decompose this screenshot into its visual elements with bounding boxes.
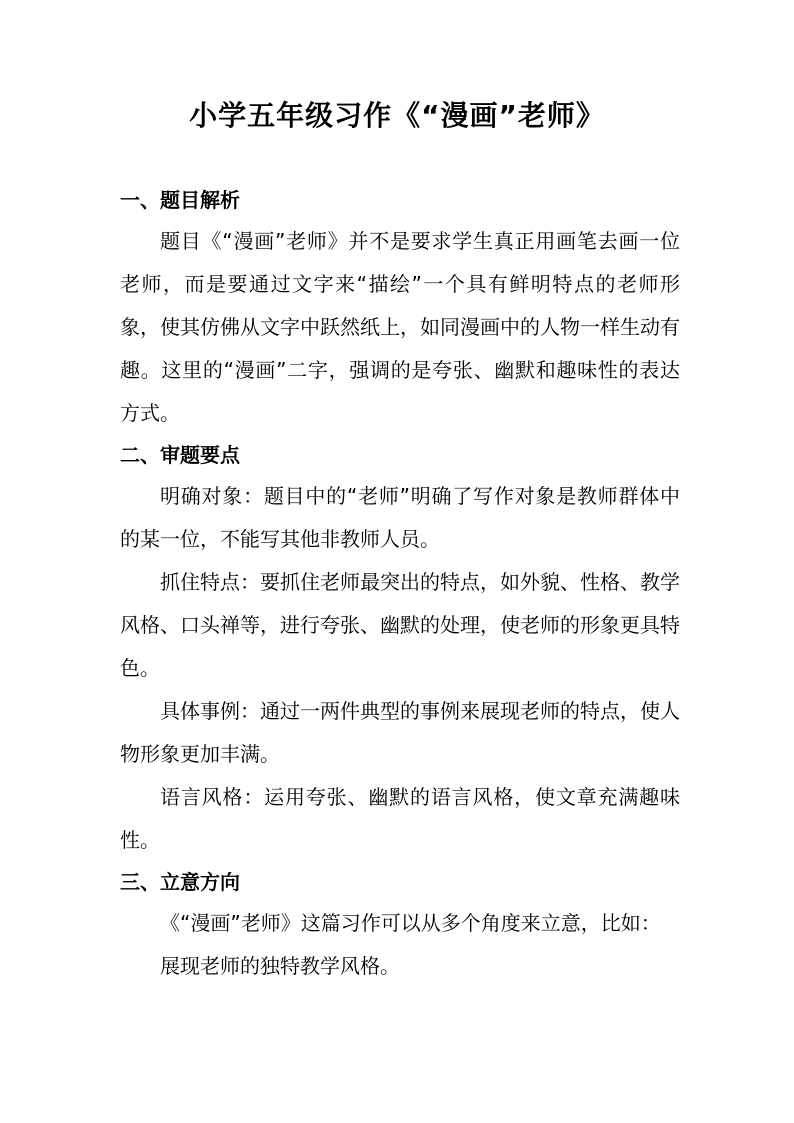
paragraph: 语言风格：运用夸张、幽默的语言风格，使文章充满趣味性。 [120,785,680,852]
section-topic-analysis [120,180,680,435]
paragraph: 展现老师的独特教学风格。 [160,954,400,978]
document-body [120,180,680,988]
paragraph: 具体事例：通过一两件典型的事例来展现老师的特点，使人物形象更加丰满。 [120,699,680,766]
paragraph: 明确对象：题目中的“老师”明确了写作对象是教师群体中的某一位，不能写其他非教师人员。 [120,484,680,551]
section-heading: 二、审题要点 [120,443,240,467]
document-title: 小学五年级习作《“漫画”老师》 [189,99,605,132]
section-theme-direction [120,862,680,988]
paragraph: 题目《“漫画”老师》并不是要求学生真正用画笔去画一位老师，而是要通过文字来“描绘”一个具有鲜明特点的老师形象，使其仿佛从文字中跃然纸上，如同漫画中的人物一样生动有趣。这里的“漫画”二字，强调的是夸张、幽默和趣味性的表达方式。 [120,229,680,425]
paragraph: 《“漫画”老师》这篇习作可以从多个角度来立意，比如： [160,911,661,935]
section-heading: 一、题目解析 [120,188,240,212]
section-key-points [120,435,680,862]
paragraph: 抓住特点：要抓住老师最突出的特点，如外貌、性格、教学风格、口头禅等，进行夸张、幽默的处理，使老师的形象更具特色。 [120,570,680,680]
section-heading: 三、立意方向 [120,870,240,894]
